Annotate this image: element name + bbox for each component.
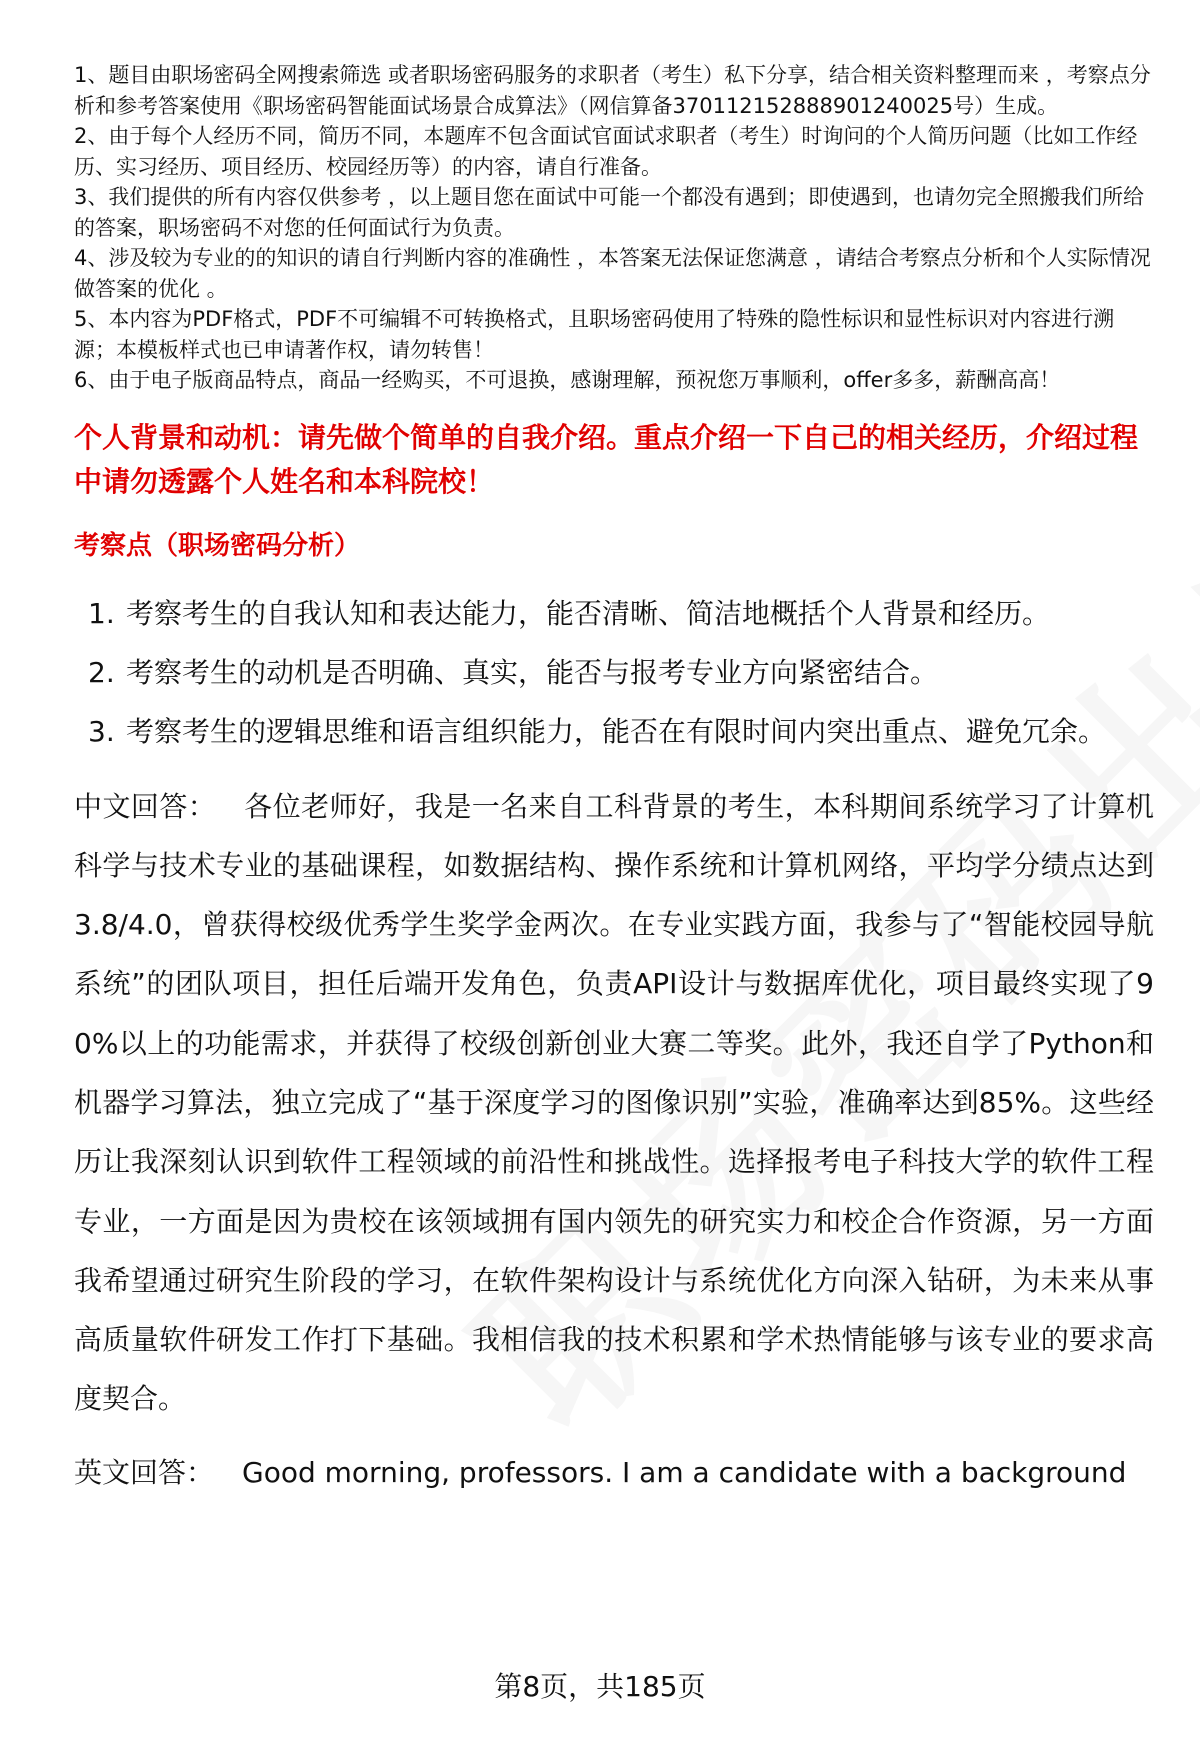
- analysis-title: 考察点（职场密码分析）: [74, 530, 361, 561]
- chinese-answer-label: 中文回答：: [74, 789, 217, 823]
- point-number: 2.: [88, 655, 115, 689]
- english-answer-label: 英文回答：: [74, 1455, 215, 1489]
- note-5: 5、本内容为PDF格式，PDF不可编辑不可转换格式，且职场密码使用了特殊的隐性标识和显性标识对内容进行溯源；本模板样式也已申请著作权，请勿转售！: [74, 307, 1115, 362]
- chinese-answer: [74, 777, 1154, 1429]
- analysis-points: [74, 584, 1154, 761]
- point-number: 3.: [88, 714, 115, 748]
- english-answer-text: Good morning, professors. I am a candidate with a background: [242, 1455, 1127, 1489]
- chinese-answer-text: 各位老师好，我是一名来自工科背景的考生，本科期间系统学习了计算机科学与技术专业的基础课程，如数据结构、操作系统和计算机网络，平均学分绩点达到3.8/4.0，曾获得校级优秀学生奖学金两次。在专业实践方面，我参与了“智能校园导航系统”的团队项目，担任后端开发角色，负责API设计与数据库优化，项目最终实现了90%以上的功能需求，并获得了校级创新创业大赛二等奖。此外，我还自学了Python和机器学习算法，独立完成了“基于深度学习的图像识别”实验，准确率达到85%。这些经历让我深刻认识到软件工程领域的前沿性和挑战性。选择报考电子科技大学的软件工程专业，一方面是因为贵校在该领域拥有国内领先的研究实力和校企合作资源，另一方面我希望通过研究生阶段的学习，在软件架构设计与系统优化方向深入钻研，为未来从事高质量软件研发工作打下基础。我相信我的技术积累和学术热情能够与该专业的要求高度契合。: [74, 789, 1154, 1416]
- interview-question: 个人背景和动机：请先做个简单的自我介绍。重点介绍一下自己的相关经历，介绍过程中请勿透露个人姓名和本科院校！: [74, 420, 1139, 498]
- page-number: 第8页，共185页: [494, 1670, 706, 1703]
- note-1: 1、题目由职场密码全网搜索筛选 或者职场密码服务的求职者（考生）私下分享，结合相关资料整理而来 ，考察点分析和参考答案使用《职场密码智能面试场景合成算法》（网信算备370112152888901240025号）生成。: [74, 63, 1151, 118]
- point-number: 1.: [88, 596, 115, 630]
- disclaimer-notes: [74, 60, 1154, 396]
- note-3: 3、我们提供的所有内容仅供参考 ，以上题目您在面试中可能一个都没有遇到；即使遇到，也请勿完全照搬我们所给的答案，职场密码不对您的任何面试行为负责。: [74, 185, 1145, 240]
- note-4: 4、涉及较为专业的的知识的请自行判断内容的准确性 ，本答案无法保证您满意 ，请结合考察点分析和个人实际情况做答案的优化 。: [74, 246, 1151, 301]
- note-2: 2、由于每个人经历不同，简历不同，本题库不包含面试官面试求职者（考生）时询问的个人简历问题（比如工作经历、实习经历、项目经历、校园经历等）的内容，请自行准备。: [74, 124, 1138, 179]
- english-answer: [74, 1453, 1154, 1493]
- point-text: 考察考生的动机是否明确、真实，能否与报考专业方向紧密结合。: [126, 655, 939, 689]
- analysis-point: [74, 702, 1154, 761]
- point-text: 考察考生的逻辑思维和语言组织能力，能否在有限时间内突出重点、避免冗余。: [126, 714, 1107, 748]
- point-text: 考察考生的自我认知和表达能力，能否清晰、简洁地概括个人背景和经历。: [126, 596, 1051, 630]
- document-page: [74, 60, 1154, 1493]
- analysis-point: [74, 584, 1154, 643]
- analysis-point: [74, 643, 1154, 702]
- note-6: 6、由于电子版商品特点，商品一经购买，不可退换，感谢理解，预祝您万事顺利，offer多多，薪酬高高！: [74, 368, 1061, 392]
